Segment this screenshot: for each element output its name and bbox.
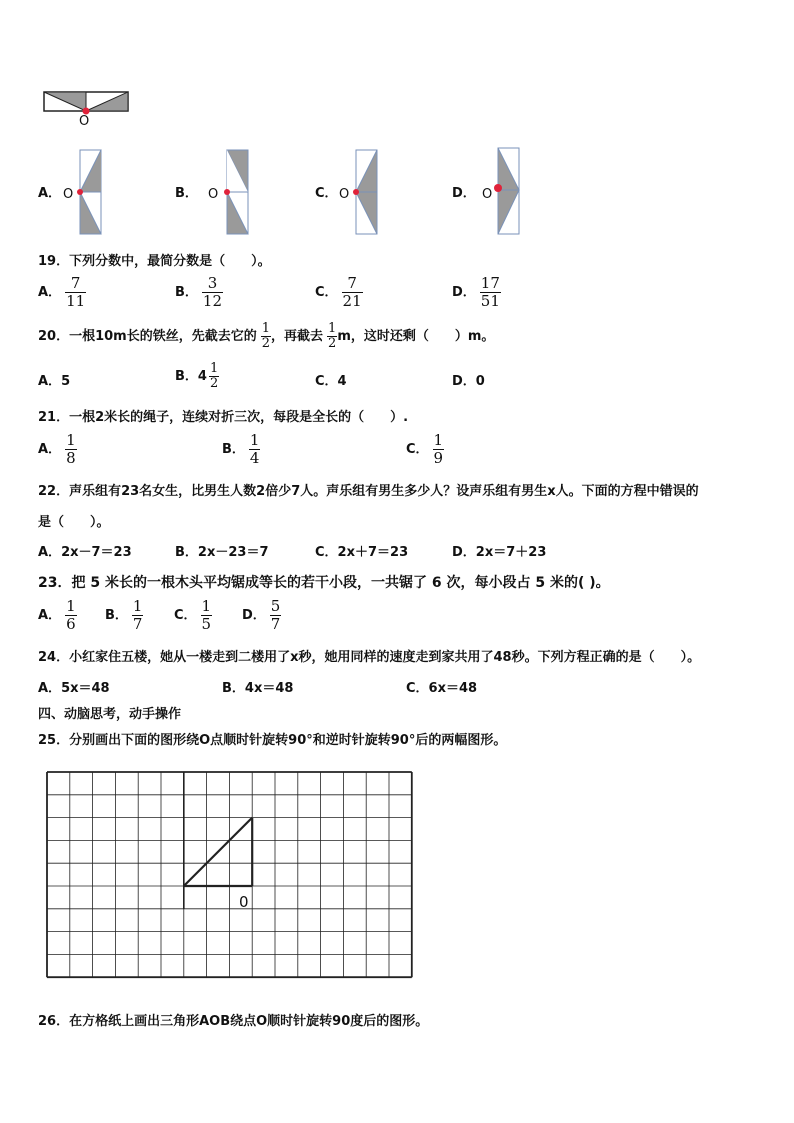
option-letter: C．: [315, 186, 338, 201]
denominator: 11: [66, 292, 86, 310]
numerator: 5: [270, 597, 281, 615]
q22-question-line1: 22．声乐组有23名女生，比男生人数2倍少7人。声乐组有男生多少人？设声乐组有男生x人。下面的方程中错误的: [38, 484, 699, 499]
q21-option-b[interactable]: [222, 432, 260, 467]
numerator: 1: [209, 361, 219, 376]
denominator: 12: [202, 292, 223, 310]
denominator: 2: [209, 376, 219, 391]
denominator: 2: [261, 336, 271, 351]
fraction: [270, 598, 282, 633]
q20-option-a[interactable]: [38, 370, 70, 389]
denominator: 7: [270, 615, 281, 633]
option-value: 4: [337, 374, 347, 389]
option-letter: C．: [406, 681, 429, 696]
option-letter: B．: [175, 285, 198, 300]
option-letter: C．: [174, 608, 197, 623]
option-letter: A．: [38, 374, 62, 389]
numerator: 7: [347, 274, 357, 292]
fraction: [480, 275, 501, 310]
option-letter: A．: [38, 545, 62, 560]
q19-option-b[interactable]: [175, 275, 223, 310]
numerator: 1: [249, 431, 260, 449]
q23-option-b[interactable]: [105, 598, 143, 633]
fraction: [261, 322, 271, 351]
triangle-side: [184, 818, 252, 886]
option-letter: A．: [38, 608, 62, 623]
denominator: 2: [328, 336, 337, 351]
q23-option-c[interactable]: [174, 598, 212, 633]
option-value: 2x＝7＋23: [475, 545, 547, 560]
option-value: 5x＝48: [61, 681, 110, 696]
option-value: 5: [61, 374, 71, 389]
denominator: 4: [249, 449, 260, 467]
numerator: 1: [328, 321, 337, 336]
q23-option-a[interactable]: [38, 598, 77, 633]
denominator: 7: [132, 615, 143, 633]
q22-option-d[interactable]: [452, 541, 546, 560]
option-letter: A．: [38, 285, 62, 300]
fraction: [202, 275, 223, 310]
q19-question: 19．下列分数中，最简分数是（ ）。: [38, 254, 271, 269]
q18-option-c-figure: [354, 148, 380, 236]
q18-option-c-label: O: [339, 187, 350, 202]
fraction: [433, 432, 445, 467]
fraction: [201, 598, 213, 633]
denominator: 51: [480, 292, 500, 310]
q24-question: 24．小红家住五楼，她从一楼走到二楼用了x秒，她用同样的速度走到家共用了48秒。下列方程正确的是（ ）。: [38, 650, 701, 665]
option-letter: A．: [38, 681, 62, 696]
q20-question: [38, 322, 494, 351]
denominator: 6: [66, 615, 76, 633]
fraction: [327, 322, 337, 351]
q18-option-d-figure: [496, 146, 522, 236]
numerator: 1: [66, 597, 76, 615]
option-value: 6x＝48: [428, 681, 478, 696]
numerator: 3: [207, 274, 218, 292]
q20-text-b: ，再截去: [271, 329, 324, 344]
q18-option-c[interactable]: [315, 182, 338, 201]
q18-option-b[interactable]: [175, 182, 198, 201]
numerator: 1: [132, 597, 143, 615]
option-letter: D．: [452, 285, 476, 300]
option-value: 0: [475, 374, 485, 389]
q21-option-a[interactable]: [38, 432, 77, 467]
numerator: 17: [480, 274, 500, 292]
option-letter: B．: [175, 545, 198, 560]
q18-option-b-figure: [225, 148, 251, 236]
q20-text-c: m，这时还剩（ ）m。: [337, 329, 495, 344]
option-letter: B．: [222, 442, 245, 457]
option-letter: C．: [315, 545, 338, 560]
numerator: 1: [66, 431, 76, 449]
option-letter: B．: [175, 186, 198, 201]
option-letter: D．: [242, 608, 266, 623]
q18-option-b-label: O: [208, 187, 219, 202]
fraction: [65, 598, 77, 633]
option-letter: D．: [452, 374, 476, 389]
section-heading: 四、动脑思考，动手操作: [38, 707, 182, 722]
option-value: 4x＝48: [244, 681, 294, 696]
fraction: [65, 275, 86, 310]
q18-center-label: O: [79, 114, 90, 129]
q21-option-c[interactable]: [406, 432, 444, 467]
q23-option-d[interactable]: [242, 598, 281, 633]
denominator: 9: [433, 449, 444, 467]
option-letter: D．: [452, 545, 476, 560]
q23-question: 23．把 5 米长的一根木头平均锯成等长的若干小段，一共锯了 6 次，每小段占 5 米的( )。: [38, 575, 610, 591]
option-letter: C．: [406, 442, 429, 457]
option-value: 2x＋7＝23: [337, 545, 409, 560]
denominator: 21: [342, 292, 362, 310]
numerator: 1: [261, 321, 271, 336]
q22-option-c[interactable]: [315, 541, 408, 560]
numerator: 7: [70, 274, 81, 292]
option-letter: B．: [222, 681, 245, 696]
q18-option-d-label: O: [482, 187, 493, 202]
q19-option-d[interactable]: [452, 275, 501, 310]
fraction: [342, 275, 363, 310]
fraction: [209, 362, 219, 391]
q22-question-line2: 是（ ）。: [38, 515, 110, 530]
q20-text-a: 20．一根10m长的铁丝，先截去它的: [38, 329, 257, 344]
option-letter: C．: [315, 285, 338, 300]
q18-option-a-figure: [78, 148, 104, 236]
numerator: 1: [433, 431, 444, 449]
q25-grid[interactable]: [46, 771, 414, 981]
denominator: 8: [66, 449, 76, 467]
q22-option-a[interactable]: [38, 541, 132, 560]
option-letter: C．: [315, 374, 338, 389]
numerator: 1: [201, 597, 212, 615]
q18-option-a[interactable]: [38, 182, 61, 201]
fraction: [65, 432, 77, 467]
option-letter: B．: [175, 369, 198, 384]
q24-option-c[interactable]: [406, 677, 477, 696]
option-letter: D．: [452, 186, 476, 201]
q18-option-a-label: O: [63, 187, 74, 202]
option-value: 2x－7＝23: [61, 545, 132, 560]
q20-option-d[interactable]: [452, 370, 485, 389]
option-letter: A．: [38, 442, 62, 457]
option-value: 2x－23＝7: [197, 545, 269, 560]
q21-question: 21．一根2米长的绳子，连续对折三次，每段是全长的（ ）.: [38, 410, 409, 425]
q20-option-b[interactable]: [175, 362, 219, 391]
mixed-whole: 4: [197, 369, 207, 384]
q25-point-label: 0: [239, 893, 249, 911]
denominator: 5: [201, 615, 212, 633]
q19-option-c[interactable]: [315, 275, 363, 310]
q25-question: 25．分别画出下面的图形绕O点顺时针旋转90°和逆时针旋转90°后的两幅图形。: [38, 733, 507, 748]
fraction: [132, 598, 144, 633]
q20-option-c[interactable]: [315, 370, 347, 389]
q19-option-a[interactable]: [38, 275, 86, 310]
q24-option-a[interactable]: [38, 677, 110, 696]
q24-option-b[interactable]: [222, 677, 293, 696]
q18-option-d[interactable]: [452, 182, 476, 201]
fraction: [249, 432, 261, 467]
option-letter: A．: [38, 186, 62, 201]
q26-question: 26．在方格纸上画出三角形AOB绕点O顺时针旋转90度后的图形。: [38, 1014, 429, 1029]
q22-option-b[interactable]: [175, 541, 269, 560]
option-letter: B．: [105, 608, 128, 623]
